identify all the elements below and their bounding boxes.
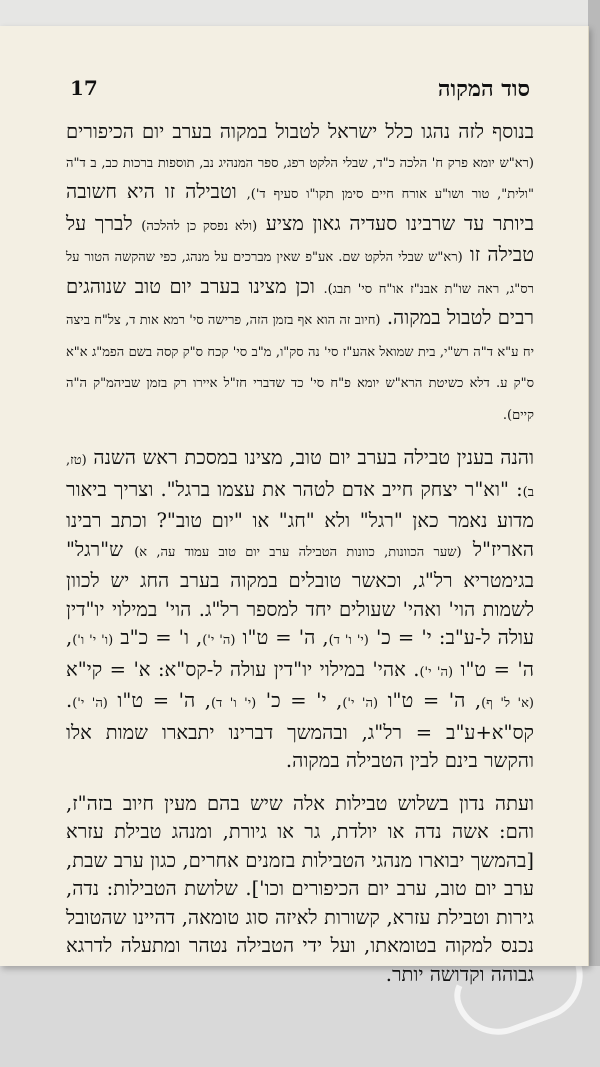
body-text: , ה' = ט"ו bbox=[107, 689, 211, 712]
body-text: וכן מצינו בערב יום טוב שנוהגים רבים לטבול במקוה. bbox=[66, 274, 534, 329]
citation-text: (ו' י' ו') bbox=[72, 633, 114, 648]
citation-text: (טז, ב) bbox=[66, 453, 534, 500]
body-text: וטבילה זו היא חשובה ביותר עד שרבינו סעדיה גאון מציע bbox=[66, 180, 535, 235]
paragraph bbox=[66, 118, 534, 430]
body-text: , ה' = ט"ו bbox=[378, 689, 482, 712]
citation-text: (שער הכוונות, כוונות הטבילה ערב יום טוב עמוד עה, א) bbox=[134, 544, 462, 560]
body-text: , ה' = ט"ו bbox=[235, 626, 329, 649]
body-text: בנוסף לזה נהגו כלל ישראל לטבול במקוה בערב יום הכיפורים bbox=[66, 120, 534, 143]
citation-text: (א' ל' ף) bbox=[481, 696, 534, 711]
paragraph bbox=[66, 790, 534, 990]
book-spine bbox=[588, 0, 600, 980]
citation-text: (ה' י') bbox=[202, 633, 236, 648]
page-header bbox=[70, 76, 530, 106]
body-text: לברך על טבילה זו bbox=[66, 211, 534, 266]
citation-text: (י' ו' ד) bbox=[328, 633, 369, 648]
body-text: . אהי' במילוי יו"דין עולה ל-קס"א: א' = קי"א bbox=[66, 657, 420, 681]
citation-text: (י' ו' ד) bbox=[210, 696, 257, 711]
paragraph bbox=[66, 444, 534, 776]
body-text: . קס"א+ע"ב = רל"ג, ובהמשך דברינו יתבארו שמות אלו והקשר בינם לבין הטבילה במקוה. bbox=[66, 689, 534, 772]
citation-text: (ה' י') bbox=[342, 696, 379, 711]
citation-text: (ה' י') bbox=[72, 696, 108, 711]
body-text: והנה בענין טבילה בערב יום טוב, מצינו במסכת ראש השנה bbox=[86, 446, 534, 469]
citation-text: (רא"ש שבלי הלקט שם. אע"פ שאין מברכים על מנהג, כפי שהקשה הטור על רס"ג, ראה שו"ת אבנ"ז או"ח סי' תבג). bbox=[66, 250, 534, 297]
citation-text: (חיוב זה הוא אף בזמן הזה, פרישה סי' רמא אות ד, צל"ח ביצה יח ע"א ד"ה רש"י, בית שמואל אהע"ז סי' נה סק"ו, מ"ב סי' קכח ס"ק קסה בשם הפמ"ג א"א ס"ק ע. דלא כשיטת הרא"ש יומא פ"ח סי' כד שדברי חז"ל איירו רק בזמן שביהמ"ק ה"ה קיים). bbox=[66, 313, 534, 423]
page-body bbox=[66, 118, 534, 1003]
page-number: 17 bbox=[70, 76, 98, 100]
citation-text: (ולא נפסק כן להלכה) bbox=[141, 218, 258, 234]
body-text: ועתה נדון בשלוש טבילות אלה שיש בהם מעין חיוב בזה"ז, והם: אשה נדה או יולדת, גר או גיורת, ומנהג טבילת עזרא [בהמשך יבוארו מנהגי הטבילות בזמנים אחרים, כגון ערב שבת, ערב יום טוב, ערב יום הכיפורים וכו']. שלושת הטבילות: נדה, גירות וטבילת עזרא, קשורות לאיזה סוג טומאה, דהיינו שהטובל נכנס למקוה בטומאתו, ועל ידי הטבילה נטהר ומתעלה לדרגא גבוהה וקדושה יותר. bbox=[66, 791, 534, 986]
body-text: , ו' = כ"ב bbox=[113, 626, 203, 649]
citation-text: (רא"ש יומא פרק ח' הלכה כ"ד, שבלי הלקט רפג, ספר המנהיג נב, תוספות ברכות כב, ב ד"ה "ולית", טור ושו"ע אורח חיים סימן תקו"ו סעיף ד'), bbox=[66, 155, 534, 202]
body-text: ש"רגל" בגימטריא רל"ג, וכאשר טובלים במקוה בערב החג יש לכוון לשמות הוי' ואהי' שעולים יחד למספר רל"ג. הוי' במילוי יו"דין עולה ל-ע"ב: י' = כ' bbox=[66, 537, 534, 649]
body-text: : "וא"ר יצחק חייב אדם לטהר את עצמו ברגל". וצריך ביאור מדוע נאמר כאן "רגל" ולא "חג" או "יום טוב"? וכתב רבינו האריז"ל bbox=[66, 477, 534, 561]
body-text: , י' = כ' bbox=[256, 689, 343, 712]
body-text: , ה' = ט"ו bbox=[66, 626, 535, 681]
running-title: סוד המקוה bbox=[437, 76, 530, 102]
citation-text: (ה' י') bbox=[419, 664, 454, 680]
